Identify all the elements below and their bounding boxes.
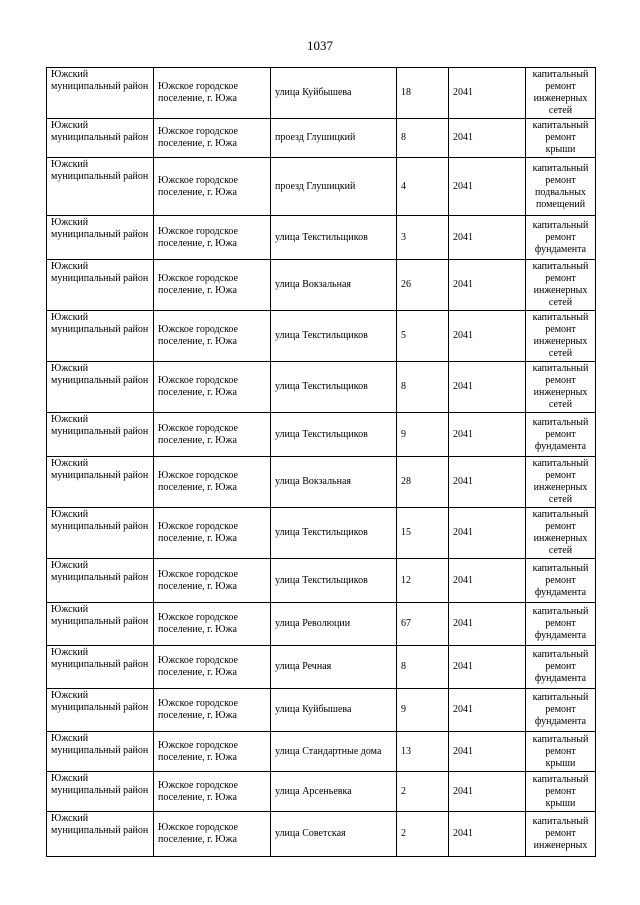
street-cell: улица Текстильщиков [271, 559, 397, 603]
year-cell: 2041 [449, 689, 526, 732]
settlement-cell: Южское городское поселение, г. Южа [154, 559, 271, 603]
year-cell: 2041 [449, 413, 526, 457]
work-type-cell: капитальный ремонт фундамента [526, 689, 596, 732]
work-type-cell: капитальный ремонт крыши [526, 119, 596, 158]
settlement-cell: Южское городское поселение, г. Южа [154, 603, 271, 646]
table-row [47, 732, 596, 772]
work-type-cell: капитальный ремонт инженерных сетей [526, 260, 596, 311]
house-number-cell: 2 [397, 772, 449, 812]
district-cell: Южский муниципальный район [47, 603, 154, 646]
work-type-cell: капитальный ремонт инженерных сетей [526, 311, 596, 362]
street-cell: улица Вокзальная [271, 260, 397, 311]
street-cell: улица Вокзальная [271, 457, 397, 508]
repair-schedule-table [46, 67, 596, 857]
table-row [47, 508, 596, 559]
house-number-cell: 9 [397, 413, 449, 457]
work-type-cell: капитальный ремонт фундамента [526, 603, 596, 646]
house-number-cell: 8 [397, 119, 449, 158]
house-number-cell: 26 [397, 260, 449, 311]
settlement-cell: Южское городское поселение, г. Южа [154, 689, 271, 732]
year-cell: 2041 [449, 119, 526, 158]
house-number-cell: 67 [397, 603, 449, 646]
district-cell: Южский муниципальный район [47, 689, 154, 732]
settlement-cell: Южское городское поселение, г. Южа [154, 646, 271, 689]
work-type-cell: капитальный ремонт инженерных [526, 812, 596, 857]
settlement-cell: Южское городское поселение, г. Южа [154, 260, 271, 311]
street-cell: улица Речная [271, 646, 397, 689]
work-type-cell: капитальный ремонт подвальных помещений [526, 158, 596, 216]
table-row [47, 68, 596, 119]
year-cell: 2041 [449, 311, 526, 362]
house-number-cell: 9 [397, 689, 449, 732]
table-row [47, 772, 596, 812]
district-cell: Южский муниципальный район [47, 413, 154, 457]
street-cell: проезд Глушицкий [271, 158, 397, 216]
street-cell: улица Текстильщиков [271, 362, 397, 413]
house-number-cell: 13 [397, 732, 449, 772]
street-cell: улица Текстильщиков [271, 311, 397, 362]
street-cell: улица Куйбышева [271, 689, 397, 732]
house-number-cell: 8 [397, 362, 449, 413]
house-number-cell: 2 [397, 812, 449, 857]
table-row [47, 689, 596, 732]
street-cell: проезд Глушицкий [271, 119, 397, 158]
work-type-cell: капитальный ремонт фундамента [526, 646, 596, 689]
district-cell: Южский муниципальный район [47, 260, 154, 311]
settlement-cell: Южское городское поселение, г. Южа [154, 158, 271, 216]
year-cell: 2041 [449, 457, 526, 508]
table-row [47, 216, 596, 260]
settlement-cell: Южское городское поселение, г. Южа [154, 68, 271, 119]
work-type-cell: капитальный ремонт фундамента [526, 413, 596, 457]
district-cell: Южский муниципальный район [47, 646, 154, 689]
house-number-cell: 15 [397, 508, 449, 559]
district-cell: Южский муниципальный район [47, 311, 154, 362]
page-number: 1037 [307, 38, 333, 53]
district-cell: Южский муниципальный район [47, 559, 154, 603]
table-row [47, 362, 596, 413]
house-number-cell: 3 [397, 216, 449, 260]
work-type-cell: капитальный ремонт фундамента [526, 559, 596, 603]
district-cell: Южский муниципальный район [47, 457, 154, 508]
table-body [47, 68, 596, 857]
table-row [47, 413, 596, 457]
work-type-cell: капитальный ремонт инженерных сетей [526, 457, 596, 508]
district-cell: Южский муниципальный район [47, 216, 154, 260]
settlement-cell: Южское городское поселение, г. Южа [154, 311, 271, 362]
table-row [47, 158, 596, 216]
district-cell: Южский муниципальный район [47, 812, 154, 857]
year-cell: 2041 [449, 362, 526, 413]
year-cell: 2041 [449, 772, 526, 812]
year-cell: 2041 [449, 812, 526, 857]
house-number-cell: 4 [397, 158, 449, 216]
settlement-cell: Южское городское поселение, г. Южа [154, 362, 271, 413]
work-type-cell: капитальный ремонт фундамента [526, 216, 596, 260]
work-type-cell: капитальный ремонт крыши [526, 732, 596, 772]
settlement-cell: Южское городское поселение, г. Южа [154, 732, 271, 772]
table-row [47, 311, 596, 362]
house-number-cell: 5 [397, 311, 449, 362]
settlement-cell: Южское городское поселение, г. Южа [154, 508, 271, 559]
year-cell: 2041 [449, 646, 526, 689]
settlement-cell: Южское городское поселение, г. Южа [154, 119, 271, 158]
table-row [47, 559, 596, 603]
year-cell: 2041 [449, 216, 526, 260]
settlement-cell: Южское городское поселение, г. Южа [154, 457, 271, 508]
street-cell: улица Куйбышева [271, 68, 397, 119]
district-cell: Южский муниципальный район [47, 158, 154, 216]
district-cell: Южский муниципальный район [47, 732, 154, 772]
year-cell: 2041 [449, 559, 526, 603]
work-type-cell: капитальный ремонт инженерных сетей [526, 508, 596, 559]
street-cell: улица Текстильщиков [271, 413, 397, 457]
street-cell: улица Советская [271, 812, 397, 857]
district-cell: Южский муниципальный район [47, 119, 154, 158]
year-cell: 2041 [449, 732, 526, 772]
street-cell: улица Текстильщиков [271, 508, 397, 559]
street-cell: улица Стандартные дома [271, 732, 397, 772]
settlement-cell: Южское городское поселение, г. Южа [154, 772, 271, 812]
table-row [47, 812, 596, 857]
year-cell: 2041 [449, 260, 526, 311]
house-number-cell: 18 [397, 68, 449, 119]
year-cell: 2041 [449, 158, 526, 216]
house-number-cell: 8 [397, 646, 449, 689]
street-cell: улица Арсеньевка [271, 772, 397, 812]
work-type-cell: капитальный ремонт инженерных сетей [526, 68, 596, 119]
district-cell: Южский муниципальный район [47, 362, 154, 413]
district-cell: Южский муниципальный район [47, 508, 154, 559]
settlement-cell: Южское городское поселение, г. Южа [154, 216, 271, 260]
table-row [47, 646, 596, 689]
district-cell: Южский муниципальный район [47, 68, 154, 119]
table-row [47, 119, 596, 158]
table-row [47, 603, 596, 646]
street-cell: улица Текстильщиков [271, 216, 397, 260]
district-cell: Южский муниципальный район [47, 772, 154, 812]
year-cell: 2041 [449, 603, 526, 646]
settlement-cell: Южское городское поселение, г. Южа [154, 812, 271, 857]
year-cell: 2041 [449, 508, 526, 559]
table-row [47, 457, 596, 508]
table-row [47, 260, 596, 311]
year-cell: 2041 [449, 68, 526, 119]
settlement-cell: Южское городское поселение, г. Южа [154, 413, 271, 457]
house-number-cell: 12 [397, 559, 449, 603]
work-type-cell: капитальный ремонт инженерных сетей [526, 362, 596, 413]
house-number-cell: 28 [397, 457, 449, 508]
work-type-cell: капитальный ремонт крыши [526, 772, 596, 812]
street-cell: улица Революции [271, 603, 397, 646]
